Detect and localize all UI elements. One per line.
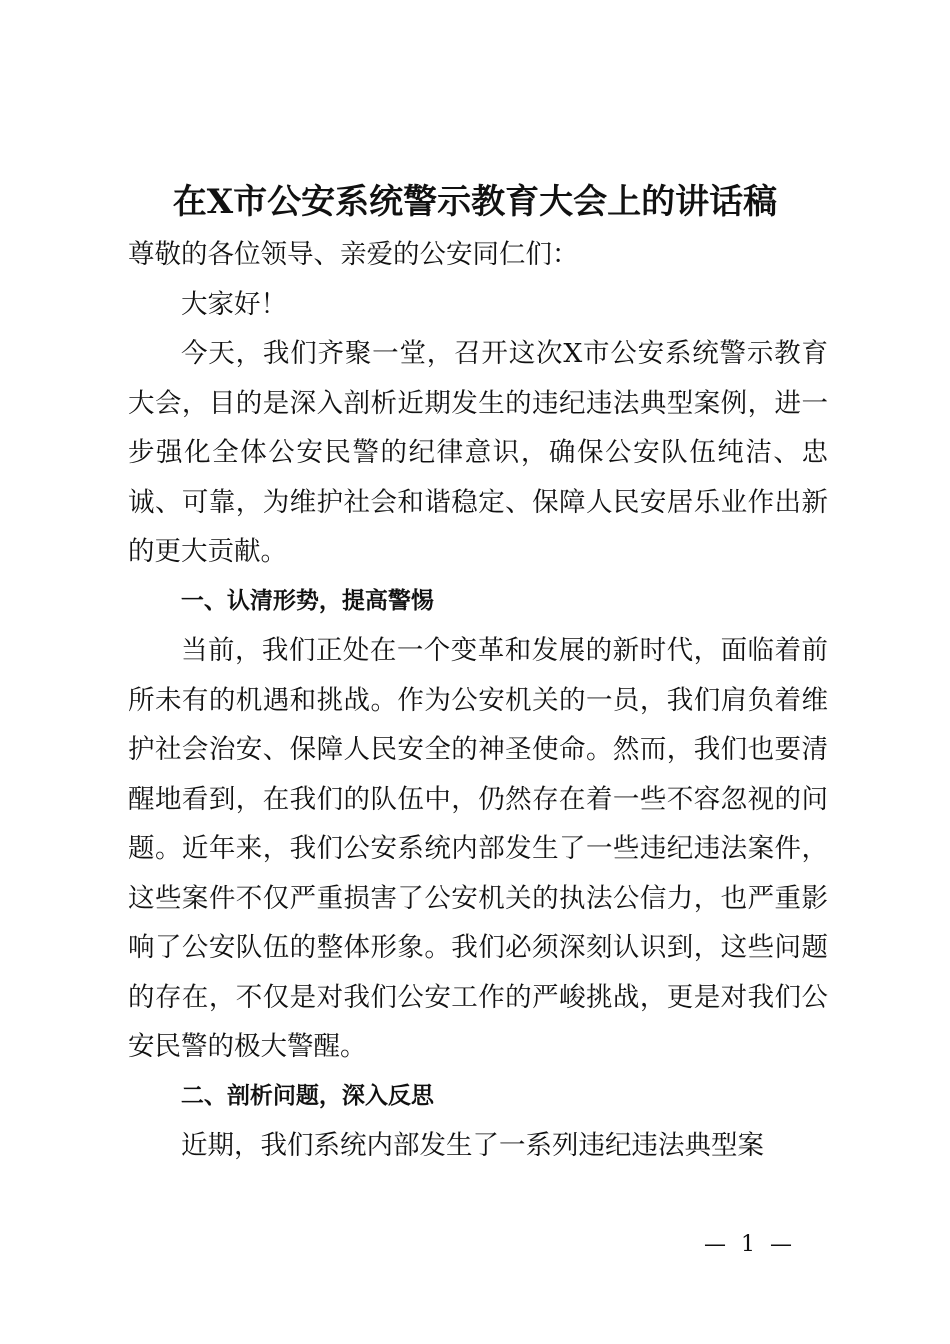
section-paragraph-2: 近期，我们系统内部发生了一系列违纪违法典型案 (181, 1130, 764, 1161)
salutation: 尊敬的各位领导、亲爱的公安同仁们： (128, 239, 579, 270)
section-heading-1: 一、认清形势，提高警惕 (180, 587, 434, 614)
greeting: 大家好！ (181, 288, 287, 320)
page-number: — 1 — (704, 1232, 796, 1257)
intro-paragraph: 今天，我们齐聚一堂，召开这次X市公安系统警示教育大会，目的是深入剖析近期发生的违纪违法典型案例，进一步强化全体公安民警的纪律意识，确保公安队伍纯洁、忠诚、可靠，为维护社会和谐稳定、保障人民安居乐业作出新的更大贡献。 (128, 338, 828, 567)
section-paragraph-1: 当前，我们正处在一个变革和发展的新时代，面临着前所未有的机遇和挑战。作为公安机关的一员，我们肩负着维护社会治安、保障人民安全的神圣使命。然而，我们也要清醒地看到，在我们的队伍中，仍然存在着一些不容忽视的问题。近年来，我们公安系统内部发生了一些违纪违法案件，这些案件不仅严重损害了公安机关的执法公信力，也严重影响了公安队伍的整体形象。我们必须深刻认识到，这些问题的存在，不仅是对我们公安工作的严峻挑战，更是对我们公安民警的极大警醒。 (128, 635, 828, 1062)
section-heading-2: 二、剖析问题，深入反思 (180, 1082, 434, 1109)
document-title: 在X市公安系统警示教育大会上的讲话稿 (172, 182, 778, 222)
document-body (128, 230, 828, 1171)
